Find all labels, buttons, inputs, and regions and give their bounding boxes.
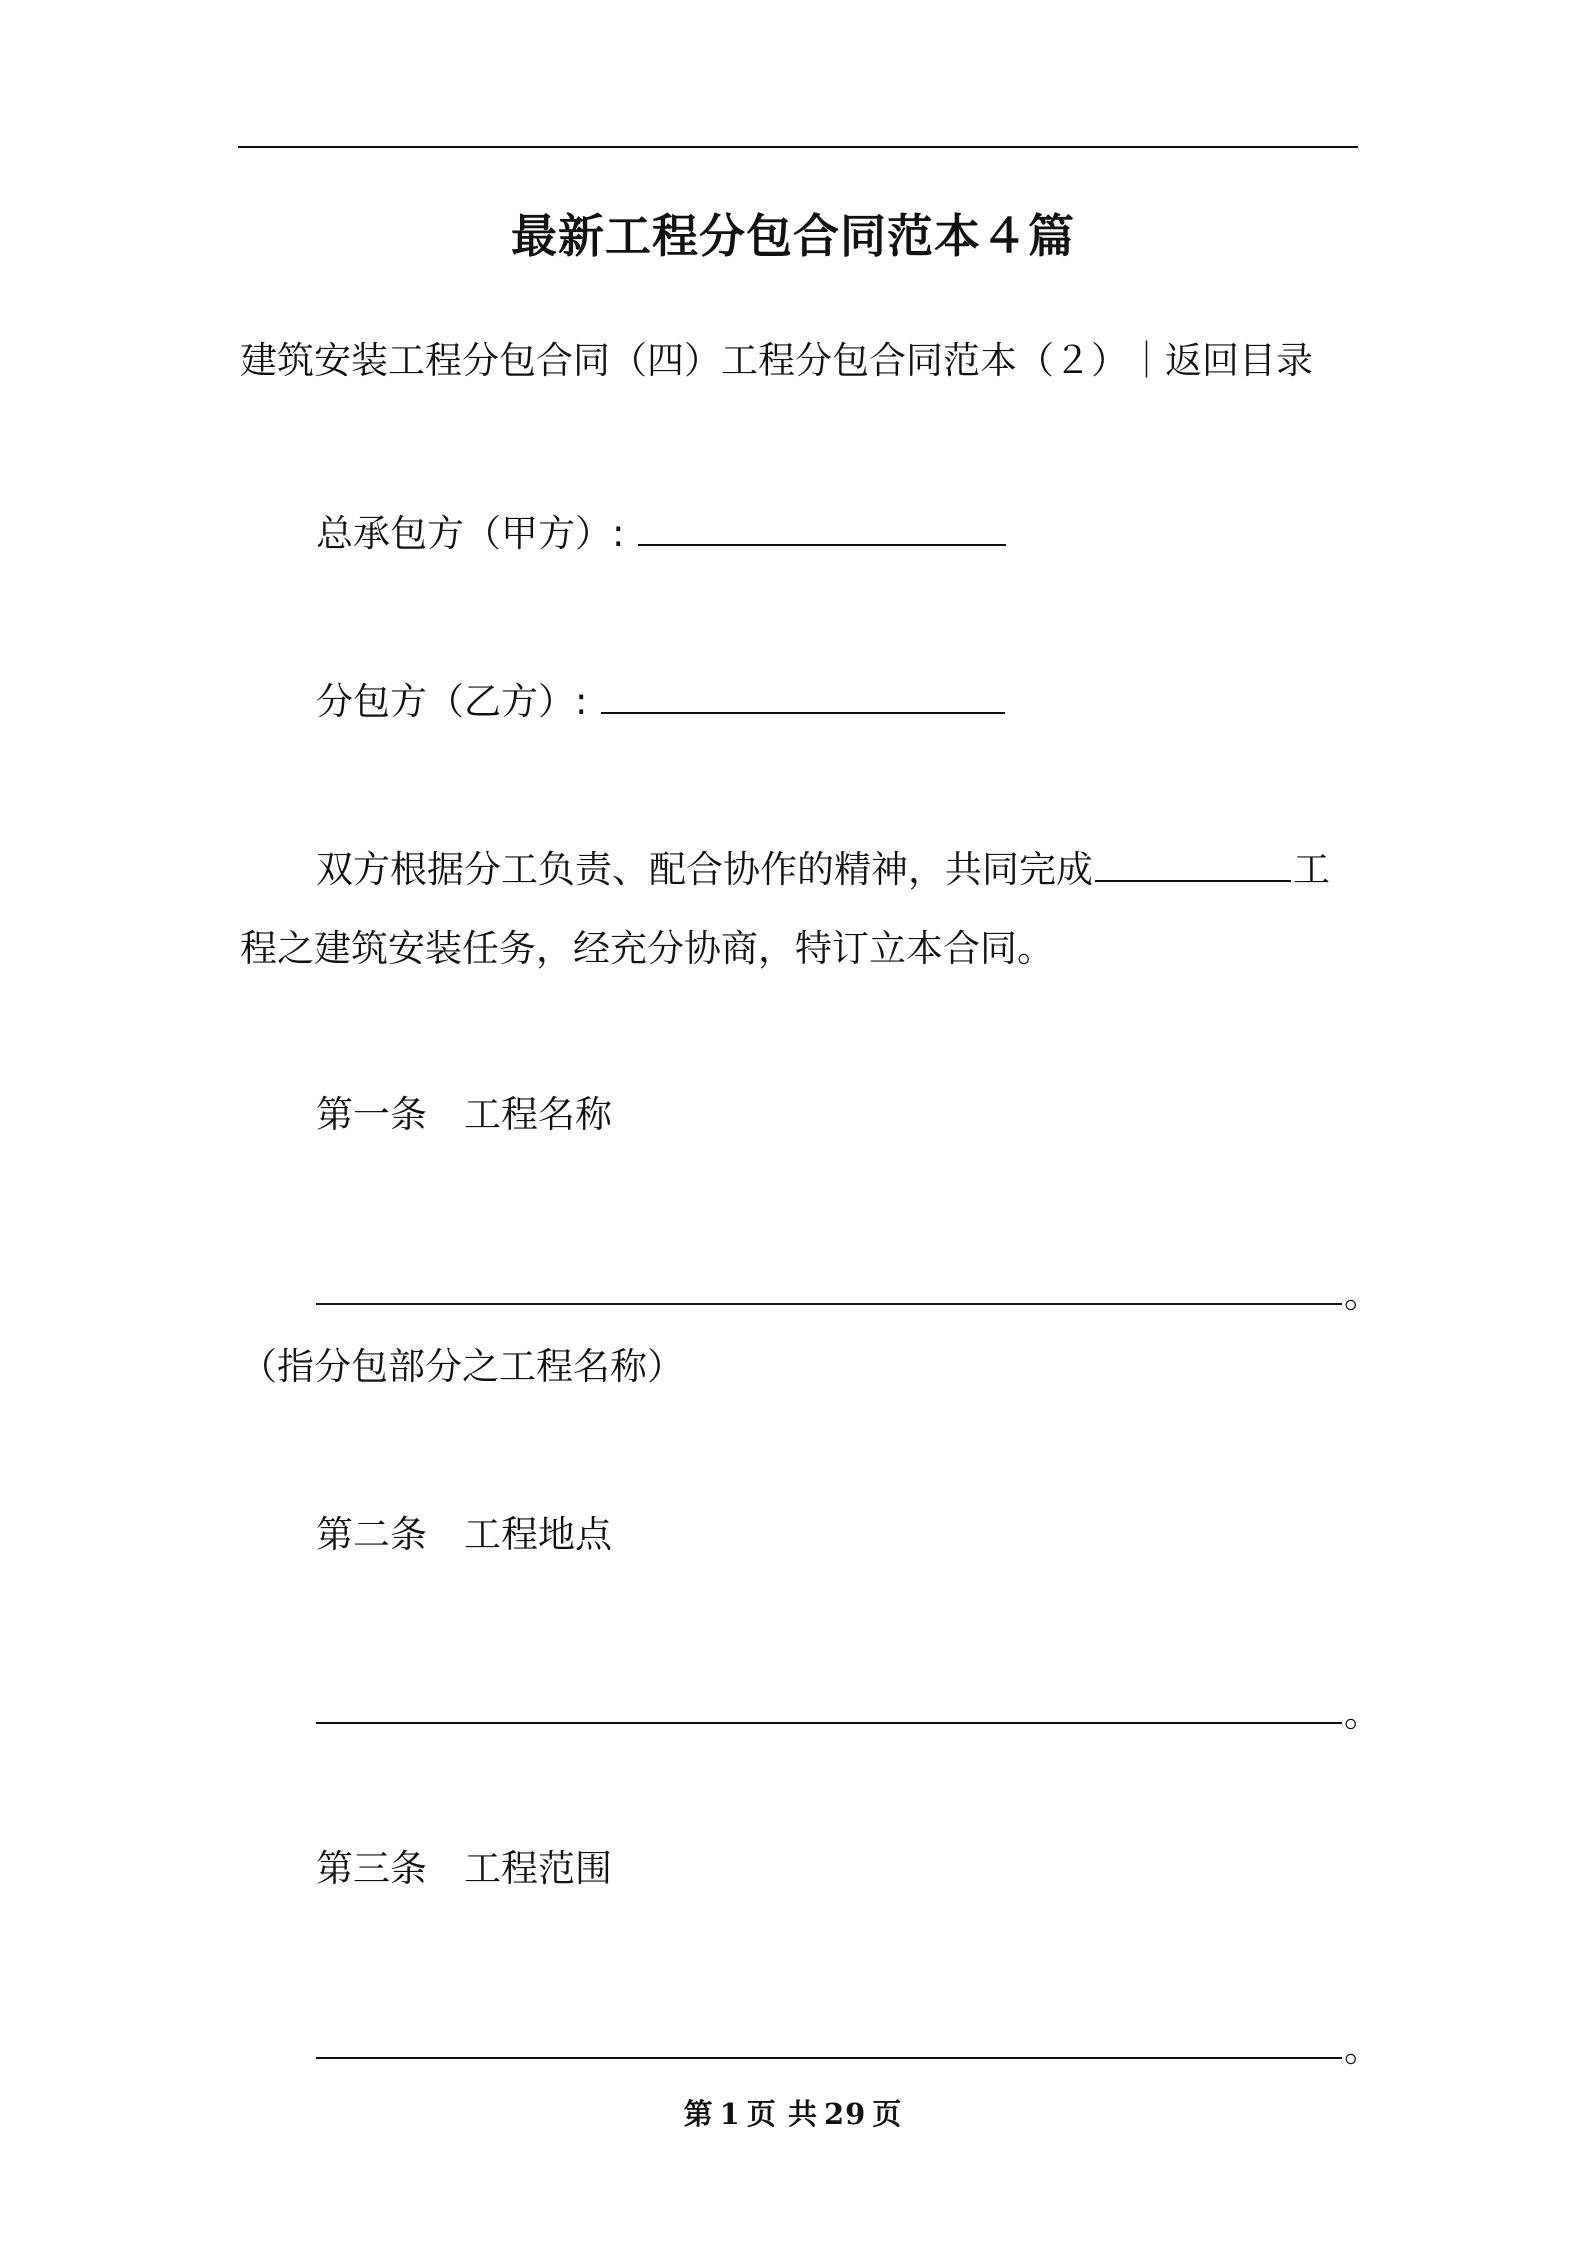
footer-total-pages: 29 <box>823 2097 867 2131</box>
article1-heading: 第一条 工程名称 <box>316 1093 612 1136</box>
party-b-blank[interactable] <box>601 674 1005 714</box>
party-a-line <box>316 506 1008 557</box>
nav-line[interactable] <box>240 338 1313 384</box>
footer-mid: 页 共 <box>746 2097 818 2131</box>
intro-text-part1: 双方根据分工负责、配合协作的精神，共同完成 <box>316 848 1093 891</box>
party-b-label: 分包方（乙方）: <box>316 680 588 723</box>
intro-text-part3: 程之建筑安装任务，经充分协商，特订立本合同。 <box>240 927 1054 970</box>
document-title: 最新工程分包合同范本４篇 <box>511 209 1075 263</box>
article3-blank[interactable] <box>316 2057 1342 2059</box>
article2-heading: 第二条 工程地点 <box>316 1513 612 1556</box>
article3-period: 。 <box>1344 2027 1381 2070</box>
footer-prefix: 第 <box>683 2097 714 2131</box>
page-footer <box>0 2092 1586 2133</box>
article1-note: （指分包部分之工程名称） <box>240 1345 684 1388</box>
article1-blank[interactable] <box>316 1303 1342 1305</box>
article1-period: 。 <box>1344 1273 1381 1316</box>
article2-period: 。 <box>1344 1692 1381 1735</box>
party-a-label: 总承包方（甲方）: <box>316 512 625 555</box>
party-a-blank[interactable] <box>638 506 1006 546</box>
intro-line-1 <box>316 842 1330 893</box>
footer-suffix: 页 <box>872 2097 903 2131</box>
footer-current-page: 1 <box>719 2097 741 2131</box>
intro-line-2 <box>240 926 1054 972</box>
intro-text-part2: 工 <box>1293 848 1330 891</box>
project-blank[interactable] <box>1095 842 1291 882</box>
nav-line-text[interactable]: 建筑安装工程分包合同（四）工程分包合同范本（２）｜返回目录 <box>240 339 1313 382</box>
header-rule <box>238 146 1358 148</box>
article2-blank[interactable] <box>316 1722 1342 1724</box>
party-b-line <box>316 674 1007 725</box>
article3-heading: 第三条 工程范围 <box>316 1847 612 1890</box>
